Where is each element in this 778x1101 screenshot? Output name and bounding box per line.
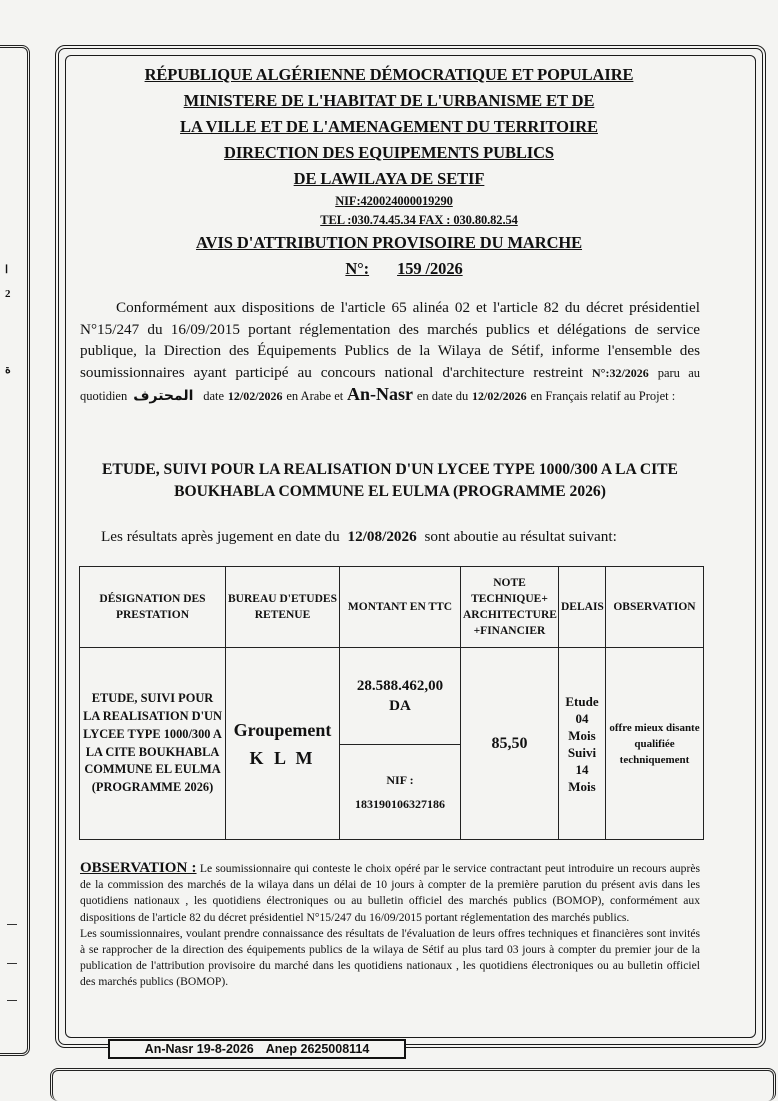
intro-date-word: date [203, 389, 225, 403]
nif-label: NIF : [386, 773, 414, 787]
newspaper-arabic: المحترف [133, 388, 194, 404]
results-suffix: sont aboutie au résultat suivant: [424, 528, 617, 545]
intro-tail: en Français relatif au Projet : [530, 389, 676, 403]
delais-line: 14 [575, 761, 589, 777]
results-date: 12/08/2026 [347, 528, 417, 545]
header-tel-fax: TEL :030.74.45.34 FAX : 030.80.82.54 [320, 213, 518, 227]
col-header-delais: DELAIS [559, 567, 606, 648]
intro-en-date-du: en date du [416, 389, 469, 403]
observation-text-1: Le soumissionnaire qui conteste le choix opéré par le service contractant peut introduire un recours auprès de la commission des marchés de la wilaya dans un délai de 10 jours à compter de la première parution du présent avis dans les quotidiens nationaux , les quotidiens électroniques ou au bulletin officiel des marchés publics (BOMOP), conformément aux dispositions de l'article 82 du décret présidentiel N°15/247 du 16/09/2015 portant réglementation des marchés publics. [80, 862, 700, 924]
table-header-row [80, 567, 704, 648]
delais-line: Suivi [567, 744, 597, 760]
cell-montant [340, 648, 461, 745]
notice-number-value: 159 /2026 [397, 259, 463, 278]
bureau-initials: K L M [249, 747, 316, 768]
stamp-anep: Anep 2625008114 [265, 1042, 370, 1056]
col-header-designation: DÉSIGNATION DES PRESTATION [80, 567, 226, 648]
observation-paragraph-2: Les soumissionnaires, voulant prendre connaissance des résultats de l'évaluation de leurs offres techniques et financières sont invités à se rapprocher de la direction des équipements publics de la wilaya de Sétif au plus tard 03 jours à compter du premier jour de la publication de l'attribution provisoire du marché dans les quotidiens nationaux , les quotidiens électroniques ou au bulletin officiel des marchés publics (BOMOP). [80, 926, 700, 989]
col-header-montant: MONTANT EN TTC [340, 567, 461, 648]
header-republic: RÉPUBLIQUE ALGÉRIENNE DÉMOCRATIQUE ET POPULAIRE [144, 65, 634, 84]
results-table [79, 566, 704, 840]
col-header-bureau: BUREAU D'ETUDES RETENUE [226, 567, 340, 648]
intro-paru: paru au quotidien [80, 365, 700, 403]
adjacent-ad-bottom [50, 1068, 776, 1101]
publication-date-fr: 12/02/2026 [472, 389, 527, 403]
observation-label: OBSERVATION : [80, 860, 197, 876]
nif-value: 183190106327186 [355, 797, 445, 811]
stamp-source: An-Nasr 19-8-2026 [144, 1042, 254, 1056]
results-prefix: Les résultats après jugement en date du [101, 528, 340, 545]
header-wilaya: DE LAWILAYA DE SETIF [293, 169, 485, 188]
project-title [80, 459, 700, 503]
table-row [80, 648, 704, 745]
fragment-rule [7, 924, 17, 925]
results-sentence [101, 528, 617, 546]
intro-text: Conformément aux dispositions de l'article 65 alinéa 02 et l'article 82 du décret présidentiel N°15/247 du 16/09/2015 portant réglementation des marchés publics et délégations de service publique, la Direction des Équipements Publics de la Wilaya de Sétif, informe l'ensemble des soumissionnaires ayant participé au concours national d'architecture restreint [80, 299, 700, 381]
fragment-glyph: ة [5, 364, 11, 376]
delais-line: Etude [565, 693, 599, 709]
delais-line: 04 [575, 710, 589, 726]
newspaper-an-nasr: An-Nasr [347, 384, 414, 404]
notice-number [30, 256, 778, 282]
cell-delais [559, 648, 606, 840]
intro-paragraph [80, 297, 700, 408]
header-direction: DIRECTION DES EQUIPEMENTS PUBLICS [224, 143, 554, 162]
observation-paragraph-1 [80, 860, 700, 926]
project-title-line2: BOUKHABLA COMMUNE EL EULMA (PROGRAMME 2026) [174, 483, 606, 500]
fragment-rule [7, 963, 17, 964]
notice-title: AVIS D'ATTRIBUTION PROVISOIRE DU MARCHE [195, 233, 583, 252]
publication-stamp [108, 1039, 406, 1059]
cell-observation: offre mieux disante qualifiée techniquement [606, 648, 704, 840]
fragment-glyph: 2 [5, 288, 11, 300]
notice-header [0, 62, 778, 282]
amount-value: 28.588.462,00 [356, 678, 444, 694]
amount-currency: DA [389, 698, 411, 714]
header-ministry-line2: LA VILLE ET DE L'AMENAGEMENT DU TERRITOIRE [180, 117, 598, 136]
publication-date-ar: 12/02/2026 [227, 389, 283, 403]
fragment-rule [7, 1000, 17, 1001]
col-header-observation: OBSERVATION [606, 567, 704, 648]
header-nif: NIF:420024000019290 [335, 194, 453, 208]
cell-nif [340, 745, 461, 840]
cell-note: 85,50 [461, 648, 559, 840]
header-ministry-line1: MINISTERE DE L'HABITAT DE L'URBANISME ET DE [183, 91, 595, 110]
project-title-line1: ETUDE, SUIVI POUR LA REALISATION D'UN LYCEE TYPE 1000/300 A LA CITE [102, 461, 678, 478]
intro-en-arabe: en Arabe et [286, 389, 344, 403]
col-header-note: NOTE TECHNIQUE+ ARCHITECTURE +FINANCIER [461, 567, 559, 648]
delais-line: Mois [568, 778, 596, 794]
cell-bureau [226, 648, 340, 840]
bureau-name: Groupement [233, 719, 332, 740]
delais-line: Mois [568, 727, 596, 743]
notice-number-label: N°: [345, 259, 370, 278]
concours-number: N°:32/2026 [591, 365, 649, 380]
cell-designation: ETUDE, SUIVI POUR LA REALISATION D'UN LYCEE TYPE 1000/300 A LA CITE BOUKHABLA COMMUNE EL EULMA (PROGRAMME 2026) [80, 648, 226, 840]
observation-section [80, 860, 700, 991]
fragment-glyph: ا [5, 264, 9, 276]
